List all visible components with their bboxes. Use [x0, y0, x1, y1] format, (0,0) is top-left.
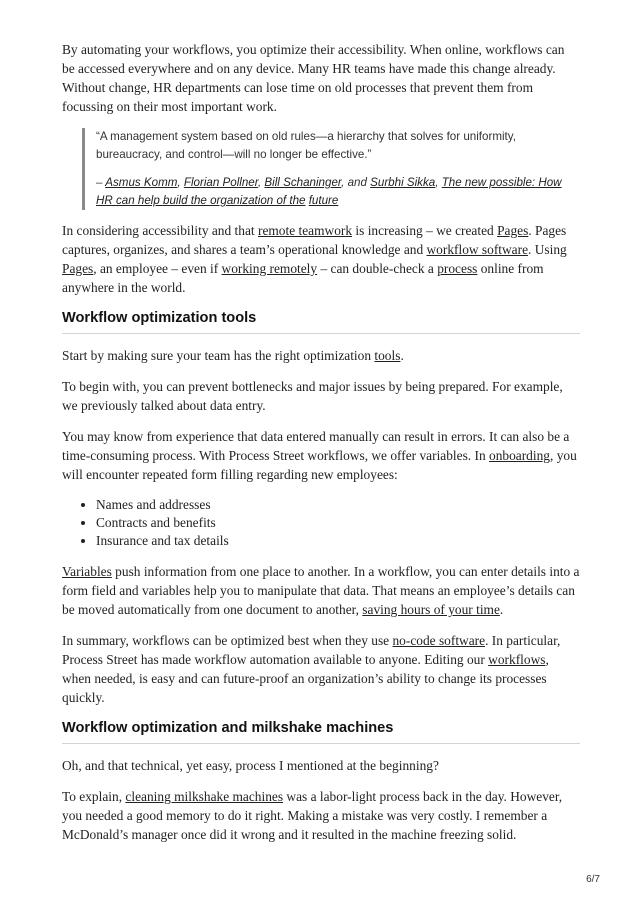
link-remote-teamwork[interactable]: remote teamwork [257, 223, 353, 238]
link-workflows[interactable]: workflows [488, 652, 546, 667]
text-run: . In particular, Process Street has made workflow automation available to anyone. Editing our [62, 633, 561, 667]
paragraph-pages [62, 221, 580, 297]
link-pages-2[interactable]: Pages [62, 261, 94, 276]
author-link-surbhi-sikka[interactable]: Surbhi Sikka [370, 176, 436, 189]
paragraph-variables [62, 562, 580, 619]
text-run: In summary, workflows can be optimized best when they use [62, 633, 393, 648]
text-run: . Pages captures, organizes, and shares a team’s operational knowledge and [62, 223, 567, 257]
author-link-asmus-komm[interactable]: Asmus Komm [105, 176, 178, 189]
attribution-sep: , [177, 176, 184, 189]
quote-text: “A management system based on old rules—a hierarchy that solves for uniformity, bureaucracy, and control—will no longer be effective.” [96, 130, 516, 161]
attribution-sep: , [257, 176, 265, 189]
author-link-bill-schaninger[interactable]: Bill Schaninger [264, 176, 342, 189]
link-variables[interactable]: Variables [62, 564, 112, 579]
author-link-florian-pollner[interactable]: Florian Pollner [183, 176, 258, 189]
text-run: , when needed, is easy and can future-proof an organization’s ability to change its processes quickly. [62, 652, 549, 705]
text-run: . Using [528, 242, 567, 257]
list-item: • Insurance and tax details [96, 532, 580, 550]
source-link-new-possible[interactable]: The new possible: How HR can help build the organization of the [96, 176, 562, 207]
text-run: You may know from experience that data entered manually can result in errors. It can also be a time-consuming process. With Process Street workflows, we offer variables. In [62, 429, 570, 463]
link-process[interactable]: process [437, 261, 478, 276]
quote-attribution [96, 174, 580, 210]
text-run: Start by making sure your team has the right optimization [62, 348, 375, 363]
list-item: • Names and addresses [96, 496, 580, 514]
link-pages[interactable]: Pages [497, 223, 529, 238]
source-link-future[interactable]: future [308, 194, 339, 207]
link-workflow-software[interactable]: workflow software [426, 242, 529, 257]
text-run: . [499, 602, 504, 617]
link-onboarding[interactable]: onboarding [489, 448, 550, 463]
page-number: 6/7 [586, 874, 600, 885]
text-run: is increasing – we created [352, 223, 498, 238]
paragraph-automation: By automating your workflows, you optimize their accessibility. When online, workflows can be accessed everywhere and on any device. Many HR teams have made this change already. Without change, HR departments can lose time on old processes that prevent them from focussing on their most important work. [62, 42, 565, 114]
text-run: push information from one place to another. In a workflow, you can enter details into a form field and variables help you to manipulate that data. That means an employee’s details can be moved automatically from one document to another, [62, 564, 580, 617]
paragraph-technical: Oh, and that technical, yet easy, process I mentioned at the beginning? [62, 758, 439, 773]
paragraph-bottlenecks: To begin with, you can prevent bottlenecks and major issues by being prepared. For example, we previously talked about data entry. [62, 379, 563, 413]
blockquote [82, 128, 580, 210]
text-run: , you will encounter repeated form filling regarding new employees: [62, 448, 577, 482]
text-run: online from anywhere in the world. [62, 261, 544, 295]
text-run: To explain, [62, 789, 126, 804]
link-cleaning-milkshake-machines[interactable]: cleaning milkshake machines [125, 789, 284, 804]
text-run: was a labor-light process back in the day. However, you needed a good memory to do it right. Making a mistake was very costly. I remember a McDonald’s manager once did it wrong and it resulted in the machine freezing solid. [62, 789, 563, 842]
text-run: – can double-check a [317, 261, 438, 276]
document-page [62, 40, 580, 856]
link-working-remotely[interactable]: working remotely [221, 261, 318, 276]
heading-milkshake-machines: Workflow optimization and milkshake machines [62, 719, 580, 744]
text-run: In considering accessibility and that [62, 223, 258, 238]
text-run: . [400, 348, 404, 363]
attribution-sep: , and [341, 176, 371, 189]
text-run: , an employee – even if [93, 261, 222, 276]
paragraph-variables-intro [62, 427, 580, 484]
bullet-list [62, 496, 580, 550]
link-no-code-software[interactable]: no-code software [392, 633, 486, 648]
list-item: • Contracts and benefits [96, 514, 580, 532]
paragraph-tools [62, 346, 580, 365]
link-saving-hours[interactable]: saving hours of your time [362, 602, 500, 617]
paragraph-summary [62, 631, 580, 707]
paragraph-milkshake [62, 787, 580, 844]
attribution-dash: – [96, 176, 106, 189]
link-tools[interactable]: tools [374, 348, 401, 363]
attribution-sep: , [435, 176, 442, 189]
heading-workflow-optimization-tools: Workflow optimization tools [62, 309, 580, 334]
